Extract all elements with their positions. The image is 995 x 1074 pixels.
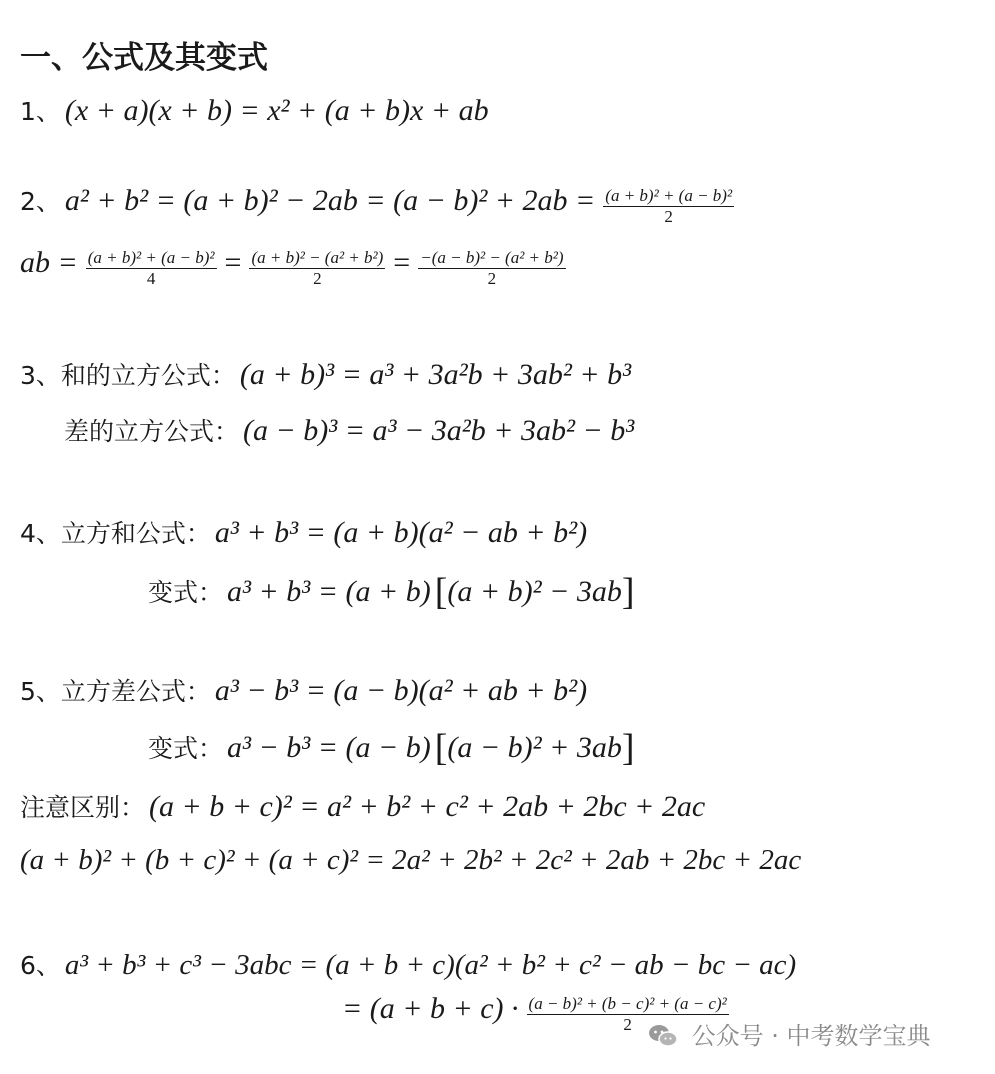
item-number: 5、 [20, 677, 61, 706]
item-number: 3、 [20, 361, 61, 390]
fraction [86, 248, 217, 288]
item-number: 2、 [20, 187, 61, 216]
open-bracket: [ [434, 727, 448, 769]
bracket-content: (a + b)² − 3ab [447, 575, 622, 608]
formula-text: a³ − b³ = (a − b) [227, 731, 431, 764]
formula-4 [20, 514, 587, 550]
fraction-denominator: 2 [664, 206, 673, 226]
item-number: 1、 [20, 97, 61, 126]
formula-name: 差的立方公式： [64, 417, 240, 446]
bracket-content: (a − b)² + 3ab [447, 731, 622, 764]
formula-text: a³ − b³ = (a − b)(a² + ab + b²) [214, 674, 588, 707]
formula-text: a³ + b³ = (a + b)(a² − ab + b²) [214, 516, 588, 549]
formula-text: a³ + b³ + c³ − 3abc = (a + b + c)(a² + b² + c² − ab − bc − ac) [64, 949, 797, 981]
fraction-denominator: 2 [313, 268, 322, 288]
open-bracket: [ [434, 571, 448, 613]
formula-text: (x + a)(x + b) = x² + (a + b)x + ab [64, 94, 489, 127]
equals-sign: = [224, 246, 242, 279]
note-formula-2 [20, 844, 801, 877]
formula-name: 立方和公式： [60, 519, 211, 548]
formula-5 [20, 672, 587, 708]
close-bracket: ] [621, 571, 635, 613]
formula-text: ab = [20, 246, 78, 279]
formula-text: (a + b)³ = a³ + 3a²b + 3ab² + b³ [239, 358, 632, 391]
formula-2 [20, 182, 738, 226]
fraction-numerator: (a + b)² + (a − b)² [605, 186, 733, 206]
note-formula-1 [20, 788, 705, 824]
watermark [648, 1016, 931, 1051]
note-label: 注意区别： [20, 793, 146, 822]
fraction [418, 248, 565, 288]
formula-text: = (a + b + c) · [342, 992, 519, 1025]
formula-name: 和的立方公式： [60, 361, 236, 390]
fraction-numerator: (a + b)² + (a − b)² [87, 248, 215, 268]
formula-text: (a + b)² + (b + c)² + (a + c)² = 2a² + 2b² + 2c² + 2ab + 2bc + 2ac [20, 844, 802, 876]
fraction [603, 186, 734, 226]
watermark-text: 公众号 · 中考数学宝典 [691, 1022, 931, 1050]
fraction [249, 248, 385, 288]
page-title: 一、公式及其变式 [20, 40, 268, 76]
formula-text: a² + b² = (a + b)² − 2ab = (a − b)² + 2ab = [64, 184, 596, 217]
fraction-numerator: (a + b)² − (a² + b²) [251, 248, 384, 268]
formula-text: (a − b)³ = a³ − 3a²b + 3ab² − b³ [243, 414, 635, 447]
fraction-denominator: 4 [146, 268, 156, 288]
item-number: 6、 [20, 951, 61, 980]
formula-name: 立方差公式： [60, 677, 211, 706]
variant-label: 变式： [148, 734, 224, 763]
formula-3-diff [64, 412, 634, 448]
fraction-numerator: (a − b)² + (b − c)² + (a − c)² [528, 994, 727, 1014]
formula-4-variant [148, 570, 635, 614]
fraction-denominator: 2 [623, 1014, 632, 1034]
formula-6 [20, 946, 796, 982]
variant-label: 变式： [148, 578, 224, 607]
formula-text: (a + b + c)² = a² + b² + c² + 2ab + 2bc + 2ac [149, 790, 706, 823]
formula-5-variant [148, 726, 635, 770]
item-number: 4、 [20, 519, 61, 548]
fraction-denominator: 2 [487, 268, 497, 288]
wechat-icon [648, 1023, 678, 1049]
close-bracket: ] [621, 727, 635, 769]
fraction-numerator: −(a − b)² − (a² + b²) [420, 248, 564, 268]
formula-3-sum [20, 356, 631, 392]
equals-sign: = [393, 246, 411, 279]
formula-text: a³ + b³ = (a + b) [227, 575, 431, 608]
formula-1 [20, 92, 489, 128]
formula-2-ab [20, 246, 570, 288]
